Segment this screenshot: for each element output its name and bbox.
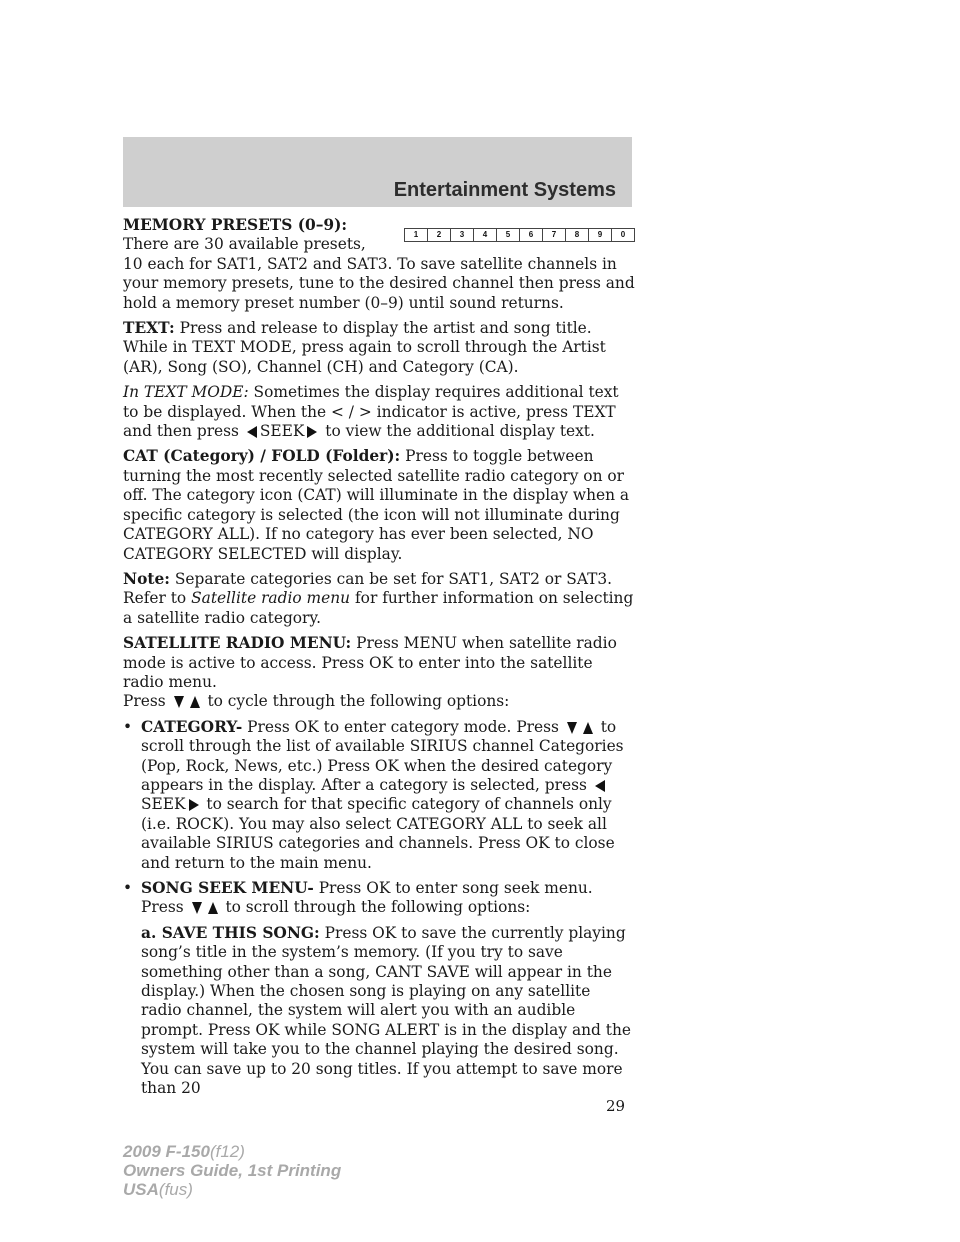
text-mode-label: In TEXT MODE: xyxy=(123,383,249,402)
cat-paragraph xyxy=(123,447,635,563)
text-mode-text: Sometimes the display requires additional text to be displayed. When the < / > indicator is active, press TEXT and then press xyxy=(123,383,619,441)
song-seek-press: Press xyxy=(141,898,184,917)
song-seek-scroll: to scroll through the following options: xyxy=(225,898,531,917)
text-label: TEXT: xyxy=(123,319,175,338)
category-text-3: to search for that specific category of channels only (i.e. ROCK). You may also select CATEGORY ALL to seek all available SIRIUS categories and channels. Press OK to close and return to the main menu. xyxy=(141,795,615,872)
save-song-paragraph xyxy=(141,924,635,1099)
song-seek-label: SONG SEEK MENU- xyxy=(141,879,314,897)
text-mode-paragraph xyxy=(123,383,635,441)
preset-button: 5 xyxy=(496,228,519,242)
note-reference: Satellite radio menu xyxy=(191,589,351,608)
header-band xyxy=(123,137,632,207)
sat-menu-press: Press xyxy=(123,692,166,711)
seek-left-arrow-icon xyxy=(595,780,605,792)
note-label: Note: xyxy=(123,569,170,588)
bullet-dot: • xyxy=(123,717,133,736)
up-arrow-icon xyxy=(583,722,593,734)
memory-presets-label: MEMORY PRESETS (0–9): xyxy=(123,216,348,234)
footer-region-code: (fus) xyxy=(158,1180,193,1199)
preset-button: 0 xyxy=(611,228,635,242)
up-arrow-icon xyxy=(190,696,200,708)
footer-model-code: (f12) xyxy=(209,1142,245,1161)
text-mode-text-end: to view the additional display text. xyxy=(325,422,595,441)
preset-button: 8 xyxy=(565,228,588,242)
memory-preset-buttons xyxy=(404,228,635,242)
footer-guide: Owners Guide, 1st Printing xyxy=(123,1161,342,1180)
sat-menu-label: SATELLITE RADIO MENU: xyxy=(123,634,352,653)
category-label: CATEGORY- xyxy=(141,717,243,736)
preset-button: 1 xyxy=(404,228,427,242)
song-seek-text: Press OK to enter song seek menu. xyxy=(318,879,593,897)
section-title: Entertainment Systems xyxy=(393,179,616,201)
preset-button: 4 xyxy=(473,228,496,242)
seek-right-arrow-icon xyxy=(307,426,317,438)
seek-label: SEEK xyxy=(141,795,186,814)
note-refer: Refer to xyxy=(123,589,187,608)
preset-button: 9 xyxy=(588,228,611,242)
save-song-text: Press OK to save the currently playing song’s title in the system’s memory. (If you try to save something other than a song, CANT SAVE will appear in the display.) When the chosen song is playing on any satellite radio channel, the system will alert you with an audible prompt. Press OK while SONG ALERT is in the display and the system will take you to the channel playing the desired song. You can save up to 20 song titles. If you attempt to save more than 20 xyxy=(141,923,631,1098)
text-text: Press and release to display the artist and song title. While in TEXT MODE, press again to scroll through the Artist (AR), Song (SO), Channel (CH) and Category (CA). xyxy=(123,319,606,376)
song-seek-bullet xyxy=(123,879,635,1098)
sat-menu-text: Press MENU when satellite radio mode is active to access. Press OK to enter into the satellite radio menu. xyxy=(123,634,617,691)
preset-button: 6 xyxy=(519,228,542,242)
preset-button: 2 xyxy=(427,228,450,242)
note-text-end: for further information on selecting a satellite radio category. xyxy=(123,589,634,627)
category-bullet xyxy=(123,718,635,873)
footer-line-region xyxy=(123,1180,341,1199)
page-content xyxy=(123,216,635,1104)
down-arrow-icon xyxy=(174,696,184,708)
sat-menu-cycle: to cycle through the following options: xyxy=(207,692,510,711)
memory-presets-text: There are 30 available presets, 10 each for SAT1, SAT2 and SAT3. To save satellite channels in your memory presets, tune to the desired channel then press and hold a memory preset number (0–9) until sound returns. xyxy=(123,235,635,312)
down-arrow-icon xyxy=(192,902,202,914)
category-text: Press OK to enter category mode. Press xyxy=(247,717,559,736)
seek-right-arrow-icon xyxy=(189,799,199,811)
seek-label: SEEK xyxy=(259,422,305,441)
seek-left-arrow-icon xyxy=(247,426,257,438)
text-paragraph xyxy=(123,319,635,377)
footer-region: USA xyxy=(123,1180,159,1199)
up-arrow-icon xyxy=(208,902,218,914)
footer-line-model xyxy=(123,1142,341,1161)
bullet-dot: • xyxy=(123,879,133,897)
page-number: 29 xyxy=(606,1097,626,1115)
note-paragraph xyxy=(123,570,635,628)
preset-button: 7 xyxy=(542,228,565,242)
footer-model: 2009 F-150 xyxy=(123,1142,210,1161)
footer-line-guide xyxy=(123,1161,341,1180)
cat-label: CAT (Category) / FOLD (Folder): xyxy=(123,447,401,466)
down-arrow-icon xyxy=(567,722,577,734)
save-song-label: a. SAVE THIS SONG: xyxy=(141,923,320,942)
category-text-2: to scroll through the list of available SIRIUS channel Categories (Pop, Rock, News, etc.) Press OK when the desired category appears in the display. After a category is selected, press xyxy=(141,717,624,794)
preset-button: 3 xyxy=(450,228,473,242)
sat-menu-paragraph xyxy=(123,634,635,712)
note-text: Separate categories can be set for SAT1, SAT2 or SAT3. xyxy=(174,569,613,588)
cat-text: Press to toggle between turning the most recently selected satellite radio category on or off. The category icon (CAT) will illuminate in the display when a specific category is selected (the icon will not illuminate during CATEGORY ALL). If no category has ever been selected, NO CATEGORY SELECTED will display. xyxy=(123,447,630,563)
footer xyxy=(123,1142,341,1199)
